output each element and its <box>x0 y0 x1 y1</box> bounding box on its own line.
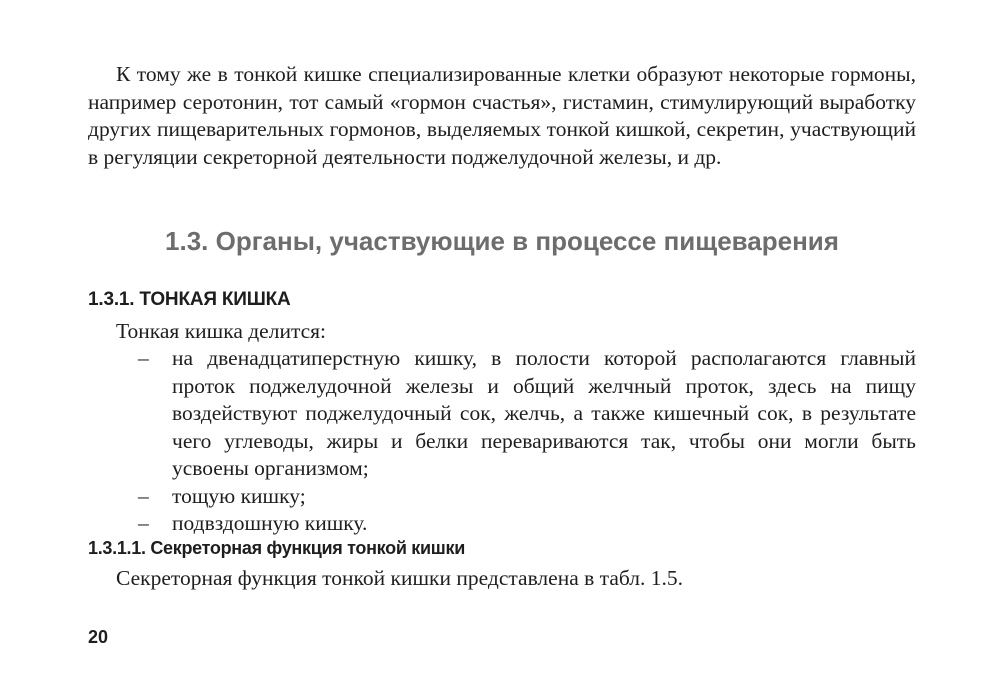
list-dash: – <box>138 346 149 370</box>
list-lead-text: Тонкая кишка делится: <box>116 319 327 343</box>
list-dash: – <box>138 483 149 508</box>
subsection-heading: 1.3.1. ТОНКАЯ КИШКА <box>88 289 291 310</box>
list-item-text: подвздошную кишку. <box>172 511 368 535</box>
list-item <box>116 345 916 483</box>
list-item-text: на двенадцатиперстную кишку, в полости которой располагаются главный проток поджелудочной железы и общий желчный проток, здесь на пищу воздействуют поджелудочный сок, желчь, а также кишечный сок, в результате чего углеводы, жиры и белки перевариваются так, чтобы они могли быть усвоены организмом; <box>172 346 916 480</box>
list-item <box>116 483 916 511</box>
intro-paragraph: К тому же в тонкой кишке специализированные клетки образуют некоторые гормоны, например серотонин, тот самый «гормон счастья», гистамин, стимулирующий выработку других пищеварительных гормонов, выделяемых тонкой кишкой, секретин, участвующий в регуляции секреторной деятельности поджелудочной железы, и др. <box>88 62 916 169</box>
final-paragraph: Секреторная функция тонкой кишки представлена в табл. 1.5. <box>116 566 683 590</box>
division-list <box>116 345 916 538</box>
subsubsection-heading: 1.3.1.1. Секреторная функция тонкой кишки <box>88 538 465 558</box>
section-heading: 1.3. Органы, участвующие в процессе пищеварения <box>165 226 839 256</box>
list-item <box>116 510 916 538</box>
list-dash: – <box>138 511 149 535</box>
list-item-text: тощую кишку; <box>172 483 306 508</box>
page-number: 20 <box>88 627 109 647</box>
